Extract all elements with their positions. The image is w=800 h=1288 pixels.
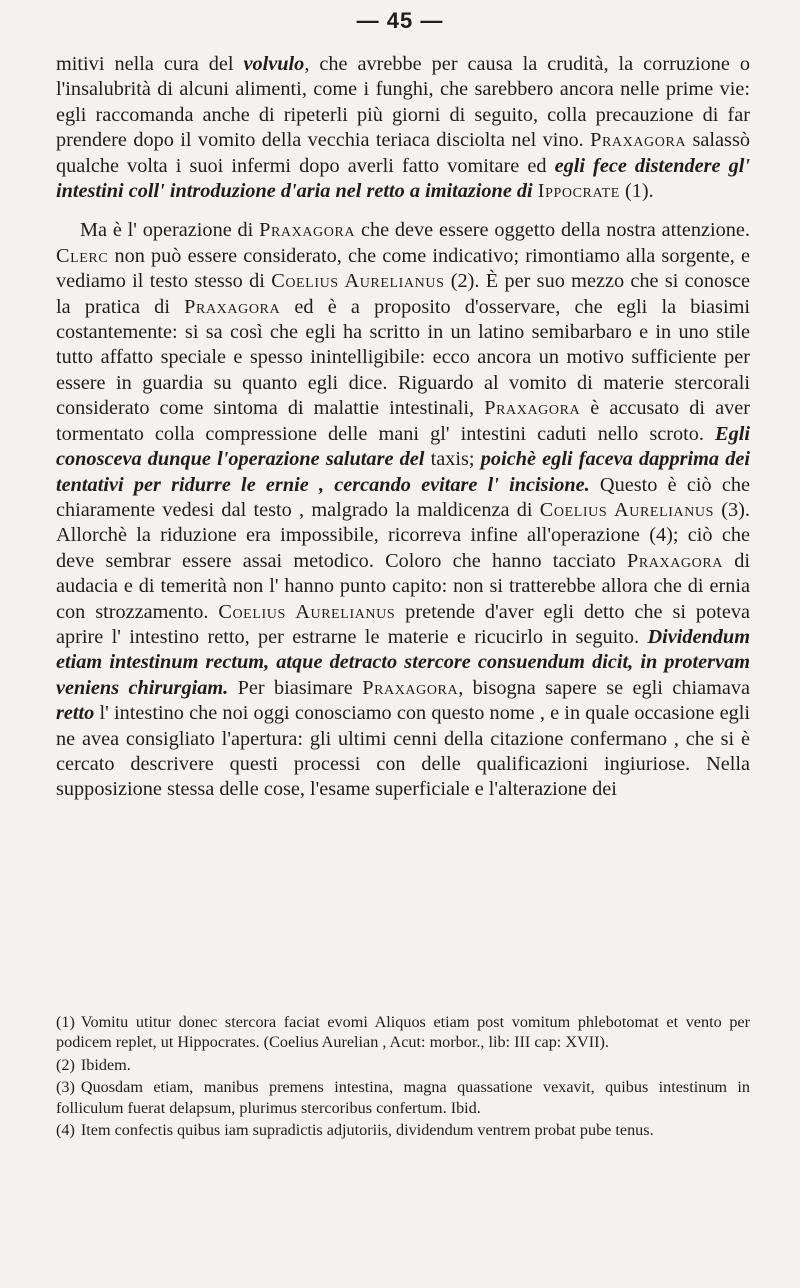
person-name: Coelius Aurelianus (271, 270, 445, 293)
footnote-number: (1) (56, 1013, 75, 1031)
italic-run: poichè egli faceva dapprima dei tentativi per ridurre le ernie , cercando evitare l' incisione. (56, 448, 750, 496)
person-name: Praxagora (259, 219, 356, 242)
text-run: pretende d'aver egli detto che si poteva aprire l' intestino retto, per estrarne le materie e ricucirlo in seguito. (56, 600, 750, 648)
footnote-text: Vomitu utitur donec stercora faciat evomi Aliquos etiam post vomitum phlebotomat et vento per podicem replet, ut Hippocrates. (Coelius Aurelian , Acut: morbor., lib: III cap: XVII). (56, 1013, 750, 1052)
text-run: ed è a proposito d'osservare, che egli la biasimi costantemente: si sa così che egli ha scritto in un latino semibarbaro e in uno stile tutto affatto speciale e spesso inintelligibile: ecco ancora un motivo sufficiente per essere in guardia su quanto egli dice. Riguardo al vomito di materie stercorali considerato come sintoma di malattie intestinali, (56, 295, 750, 420)
italic-run: volvulo (243, 53, 305, 75)
paragraph (56, 52, 750, 204)
footnote-text: Quosdam etiam, manibus premens intestina, magna quassatione vexavit, quibus intestinum in folliculum fuerat delapsum, plurimus stercoribus confertum. Ibid. (56, 1078, 750, 1117)
paragraph (56, 218, 750, 802)
footnotes (56, 1012, 750, 1140)
footnote (56, 1077, 750, 1118)
person-name: Praxagora (626, 549, 724, 572)
footnote-number: (4) (56, 1121, 75, 1140)
footnote-number: (3) (56, 1078, 75, 1097)
page-number: — 45 — (356, 8, 444, 33)
text-run: (1). (619, 180, 654, 203)
person-name: Ippocrate (537, 180, 620, 203)
footnote-number: (2) (56, 1055, 75, 1074)
person-name: Praxagora (484, 397, 581, 420)
text-run: che deve essere oggetto della nostra attenzione. (355, 219, 750, 242)
footnote (56, 1012, 750, 1053)
text-run: non può essere considerato, che come indicativo; rimontiamo alla sorgente, e vediamo il testo stesso di (56, 244, 750, 293)
body-text (56, 52, 750, 803)
footnote (56, 1055, 750, 1075)
text-run: Per biasimare (228, 676, 363, 699)
italic-run: egli fece distendere gl' intestini coll' introduzione d'aria nel retto a imitazione di (56, 154, 750, 203)
italic-run: Egli conosceva dunque l'operazione salutare del (56, 422, 750, 471)
footnote-text: Item confectis quibus iam supradictis adjutoriis, dividendum ventrem probat pube tenus. (80, 1121, 654, 1140)
text-run: l' intestino che noi oggi conosciamo con questo nome , e in quale occasione egli ne avea consigliato l'apertura: gli ultimi cenni della citazione confermano , che si è cercato descrivere questi processi con delle qualificazioni ingiuriose. Nella supposizione stessa delle cose, l'esame superficiale e l'alterazione dei (56, 702, 750, 801)
italic-run: retto (56, 702, 95, 725)
person-name: Coelius Aurelianus (218, 600, 396, 623)
text-run: di audacia e di temerità non l' hanno punto capito: non si tratterebbe allora che di ernia con strozzamento. (56, 549, 750, 623)
text-run: , che avrebbe per causa la crudità, la corruzione o l'insalubrità di alcuni alimenti, come i funghi, che sarebbero ancora nelle prime vie: egli raccomanda anche di ripeterli più giorni di seguito, colla precauzione di far prendere dopo il vomito della vecchia teriaca disciolta nel vino. (56, 53, 751, 152)
person-name: Clerc (56, 244, 109, 267)
text-run: taxis; (424, 448, 481, 471)
person-name: Coelius Aurelianus (539, 498, 715, 521)
text-run: Ma è l' operazione di (80, 219, 260, 242)
person-name: Praxagora (590, 129, 687, 152)
text-run: (2). È per suo mezzo che si conosce la pratica di (56, 270, 750, 318)
text-run: mitivi nella cura del (56, 53, 244, 75)
footnote-text: Ibidem. (80, 1055, 131, 1074)
text-run: è accusato di aver tormentato colla compressione delle mani gl' intestini caduti nello scroto. (56, 397, 751, 445)
footnote (56, 1120, 750, 1140)
person-name: Praxagora (184, 295, 281, 318)
text-run: salassò qualche volta i suoi infermi dopo averli fatto vomitare ed (56, 129, 750, 177)
text-run: Questo è ciò che chiaramente vedesi dal testo , malgrado la maldicenza di (56, 473, 750, 521)
text-run: , bisogna sapere se egli chiamava (458, 676, 751, 699)
text-run: (3). Allorchè la riduzione era impossibile, ricorreva infine all'operazione (4); ciò che deve sembrar essere assai metodico. Coloro che hanno tacciato (56, 498, 750, 572)
person-name: Praxagora (362, 676, 459, 699)
italic-run: Dividendum etiam intestinum rectum, atque detracto stercore consuendum dicit, in protervam veniens chirurgiam. (56, 625, 750, 699)
